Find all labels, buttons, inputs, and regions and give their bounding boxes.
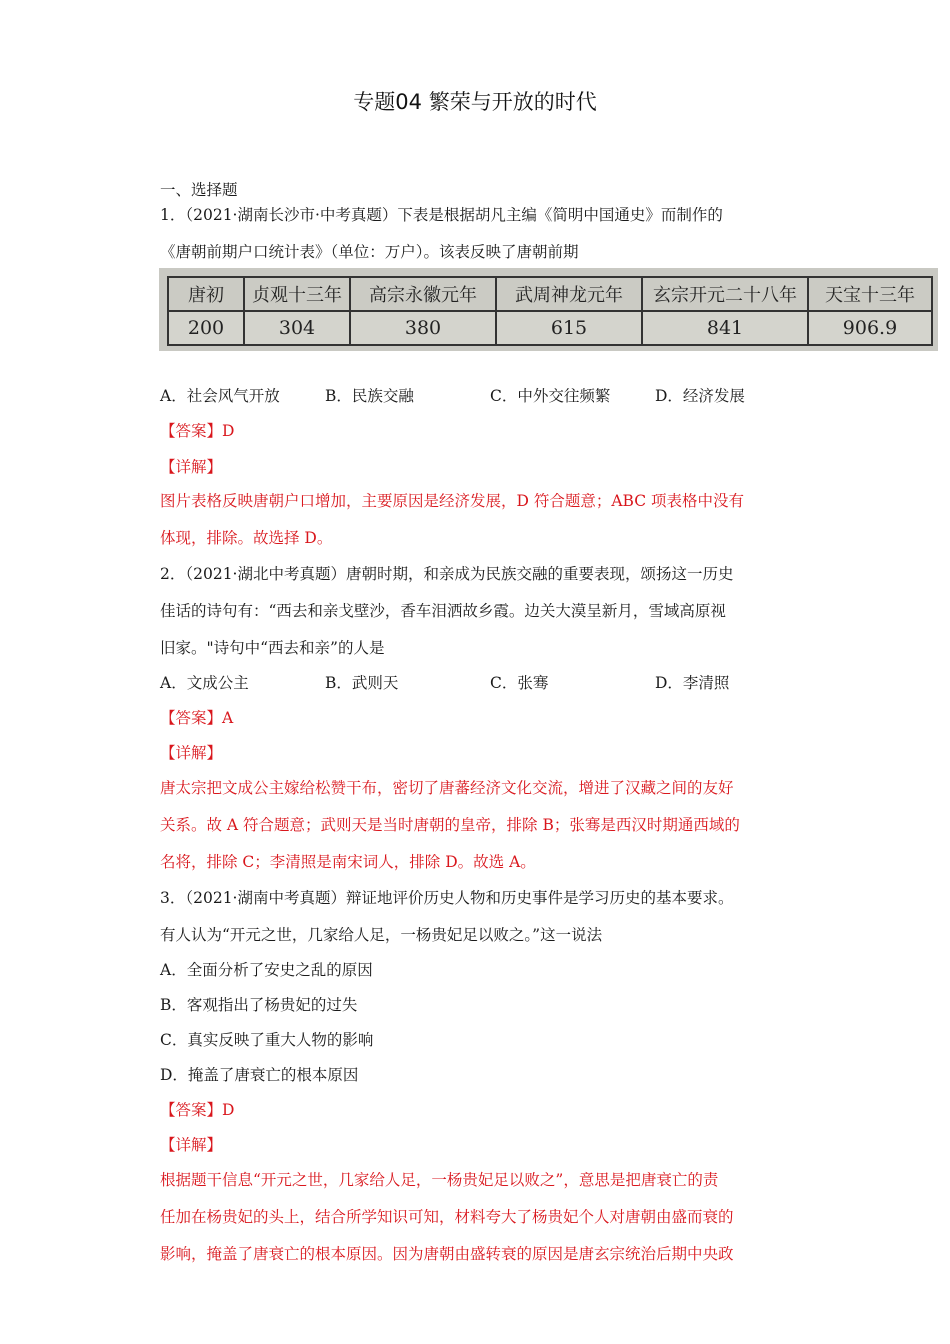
- answer-label: 【答案】: [160, 422, 223, 440]
- answer-label: 【答案】: [160, 1101, 223, 1119]
- table-header-cell: 天宝十三年: [808, 277, 932, 311]
- q2-answer: [160, 706, 233, 728]
- answer-value: D: [222, 422, 235, 440]
- table-header-cell: 高宗永徽元年: [350, 277, 496, 311]
- table-header-cell: 武周神龙元年: [496, 277, 642, 311]
- q2-detail-line-3: 名将，排除 C；李清照是南宋词人，排除 D。故选 A。: [160, 853, 536, 871]
- table-value-cell: 841: [642, 311, 808, 345]
- household-statistics-table: [167, 276, 933, 346]
- q1-option-d: D．经济发展: [655, 387, 745, 405]
- q2-stem-line-2: 佳话的诗句有：“西去和亲戈壁沙，香车泪洒故乡霞。边关大漠呈新月，雪域高原视: [160, 602, 726, 620]
- table-value-cell: 615: [496, 311, 642, 345]
- household-statistics-table-photo: [159, 268, 938, 351]
- q1-detail-label: 【详解】: [160, 458, 223, 476]
- q3-option-c: C．真实反映了重大人物的影响: [160, 1031, 374, 1049]
- q3-option-a: A．全面分析了安史之乱的原因: [160, 961, 373, 979]
- answer-value: D: [222, 1101, 235, 1119]
- q1-option-a: A．社会风气开放: [160, 387, 280, 405]
- q1-option-b: B．民族交融: [325, 387, 414, 405]
- q1-detail-line-2: 体现，排除。故选择 D。: [160, 529, 333, 547]
- table-header-cell: 玄宗开元二十八年: [642, 277, 808, 311]
- q3-detail-line-3: 影响，掩盖了唐衰亡的根本原因。因为唐朝由盛转衰的原因是唐玄宗统治后期中央政: [160, 1245, 734, 1263]
- page-title: 专题04 繁荣与开放的时代: [353, 90, 597, 114]
- table-value-cell: 304: [244, 311, 350, 345]
- answer-value: A: [222, 709, 234, 727]
- q1-option-c: C．中外交往频繁: [490, 387, 611, 405]
- q3-detail-line-2: 任加在杨贵妃的头上，结合所学知识可知，材料夸大了杨贵妃个人对唐朝由盛而衰的: [160, 1208, 734, 1226]
- q2-stem-line-1: 2．（2021·湖北中考真题）唐朝时期，和亲成为民族交融的重要表现，颂扬这一历史: [160, 565, 734, 583]
- q3-answer: [160, 1098, 234, 1120]
- q2-option-b: B．武则天: [325, 674, 399, 692]
- table-value-cell: 200: [168, 311, 244, 345]
- q3-detail-label: 【详解】: [160, 1136, 223, 1154]
- q2-option-d: D．李清照: [655, 674, 730, 692]
- q3-detail-line-1: 根据题干信息“开元之世，几家给人足，一杨贵妃足以败之”，意思是把唐衰亡的责: [160, 1171, 719, 1189]
- q2-detail-label: 【详解】: [160, 744, 223, 762]
- q3-stem-line-2: 有人认为“开元之世，几家给人足，一杨贵妃足以败之。”这一说法: [160, 926, 603, 944]
- q3-option-d: D．掩盖了唐衰亡的根本原因: [160, 1066, 359, 1084]
- q1-answer: [160, 419, 234, 441]
- q2-stem-line-3: 旧家。"诗句中“西去和亲”的人是: [160, 639, 385, 657]
- q3-stem-line-1: 3．（2021·湖南中考真题）辩证地评价历史人物和历史事件是学习历史的基本要求。: [160, 889, 734, 907]
- table-value-row: [168, 311, 932, 345]
- table-value-cell: 380: [350, 311, 496, 345]
- table-header-cell: 贞观十三年: [244, 277, 350, 311]
- q1-stem-line-1: 1．（2021·湖南长沙市·中考真题）下表是根据胡凡主编《简明中国通史》而制作的: [160, 206, 723, 224]
- q2-detail-line-1: 唐太宗把文成公主嫁给松赞干布，密切了唐蕃经济文化交流，增进了汉藏之间的友好: [160, 779, 734, 797]
- table-header-cell: 唐初: [168, 277, 244, 311]
- q1-detail-line-1: 图片表格反映唐朝户口增加，主要原因是经济发展，D 符合题意；ABC 项表格中没有: [160, 492, 745, 510]
- q2-option-a: A．文成公主: [160, 674, 249, 692]
- answer-label: 【答案】: [160, 709, 223, 727]
- section-heading: 一、选择题: [160, 181, 238, 199]
- q1-stem-line-2: 《唐朝前期户口统计表》（单位：万户）。该表反映了唐朝前期: [160, 243, 579, 261]
- q2-detail-line-2: 关系。故 A 符合题意；武则天是当时唐朝的皇帝，排除 B；张骞是西汉时期通西域的: [160, 816, 740, 834]
- q3-option-b: B．客观指出了杨贵妃的过失: [160, 996, 358, 1014]
- table-header-row: [168, 277, 932, 311]
- table-value-cell: 906.9: [808, 311, 932, 345]
- q2-option-c: C．张骞: [490, 674, 549, 692]
